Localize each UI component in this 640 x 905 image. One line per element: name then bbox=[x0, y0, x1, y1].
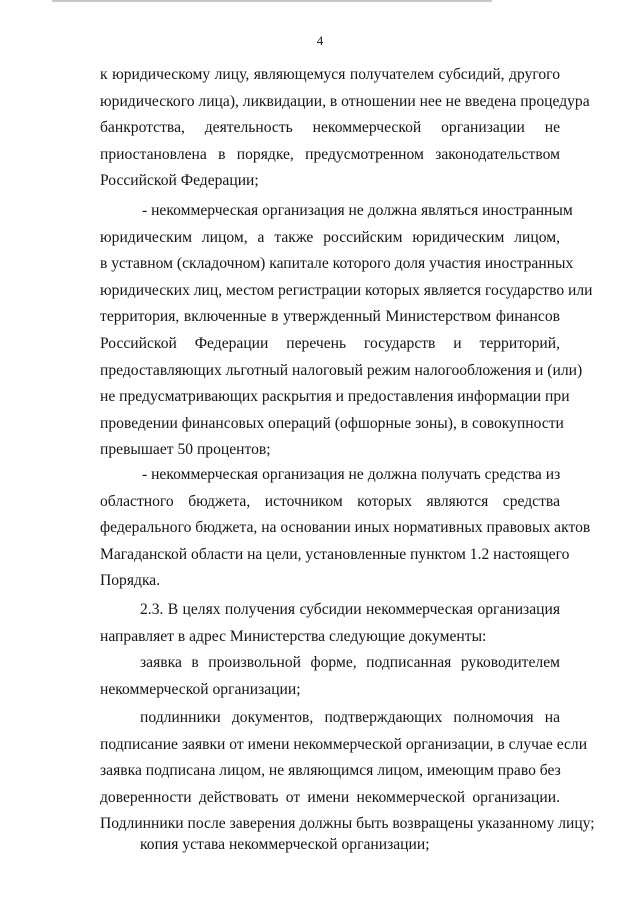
text-line: Российской Федерации перечень государств и территорий, bbox=[100, 334, 560, 352]
text-line: Российской Федерации; bbox=[100, 172, 259, 190]
text-line: приостановлена в порядке, предусмотренном законодательством bbox=[100, 145, 560, 163]
text-line: некоммерческой организации; bbox=[100, 680, 301, 698]
text-line: подлинники документов, подтверждающих полномочия на bbox=[140, 709, 560, 726]
paragraph-2-3 bbox=[100, 597, 560, 650]
text-line: проведении финансовых операций (офшорные зоны), в совокупности bbox=[100, 414, 564, 432]
text-line: заявка в произвольной форме, подписанная руководителем bbox=[140, 654, 560, 671]
paragraph-1 bbox=[100, 62, 590, 195]
text-line: не предусматривающих раскрытия и предоставления информации при bbox=[100, 388, 570, 406]
paragraph-3 bbox=[100, 462, 591, 595]
text-line: предоставляющих льготный налоговый режим налогообложения и (или) bbox=[100, 361, 583, 379]
text-line: областного бюджета, источником которых являются средства bbox=[100, 492, 560, 510]
text-line: 2.3. В целях получения субсидии некоммерческая организация bbox=[140, 601, 560, 618]
text-line: - некоммерческая организация не должна являться иностранным bbox=[142, 202, 573, 219]
text-line: банкротства, деятельность некоммерческой организации не bbox=[100, 119, 560, 137]
paragraph-application bbox=[100, 650, 560, 703]
paragraph-charter-copy bbox=[100, 832, 560, 859]
text-line: - некоммерческая организация не должна получать средства из bbox=[142, 466, 561, 483]
text-line: доверенности действовать от имени некоммерческой организации. bbox=[100, 788, 560, 806]
text-line: заявка подписана лицом, не являющимся лицом, имеющим право без bbox=[100, 762, 561, 780]
text-line: к юридическому лицу, являющемуся получателем субсидий, другого bbox=[100, 66, 560, 83]
scan-top-edge bbox=[52, 0, 492, 2]
paragraph-2 bbox=[100, 198, 593, 464]
page-number: 4 bbox=[316, 33, 324, 48]
paragraph-originals bbox=[100, 705, 595, 838]
text-line: Магаданской области на цели, установленные пунктом 1.2 настоящего bbox=[100, 545, 570, 563]
text-line: направляет в адрес Министерства следующие документы: bbox=[100, 627, 487, 645]
text-line: в уставном (складочном) капитале которого доля участия иностранных bbox=[100, 255, 574, 273]
text-line: Подлинники после заверения должны быть возвращены указанному лицу; bbox=[100, 815, 595, 833]
text-line: федерального бюджета, на основании иных нормативных правовых актов bbox=[100, 519, 591, 537]
text-line: юридическим лицом, а также российским юридическим лицом, bbox=[100, 228, 560, 246]
text-line: юридических лиц, местом регистрации которых является государство или bbox=[100, 281, 593, 299]
text-line: копия устава некоммерческой организации; bbox=[140, 836, 430, 853]
text-line: превышает 50 процентов; bbox=[100, 441, 271, 459]
text-line: Порядка. bbox=[100, 572, 161, 590]
text-line: территория, включенные в утвержденный Министерством финансов bbox=[100, 308, 560, 326]
text-line: подписание заявки от имени некоммерческой организации, в случае если bbox=[100, 735, 588, 753]
text-line: юридического лица), ликвидации, в отношении нее не введена процедура bbox=[100, 92, 590, 110]
